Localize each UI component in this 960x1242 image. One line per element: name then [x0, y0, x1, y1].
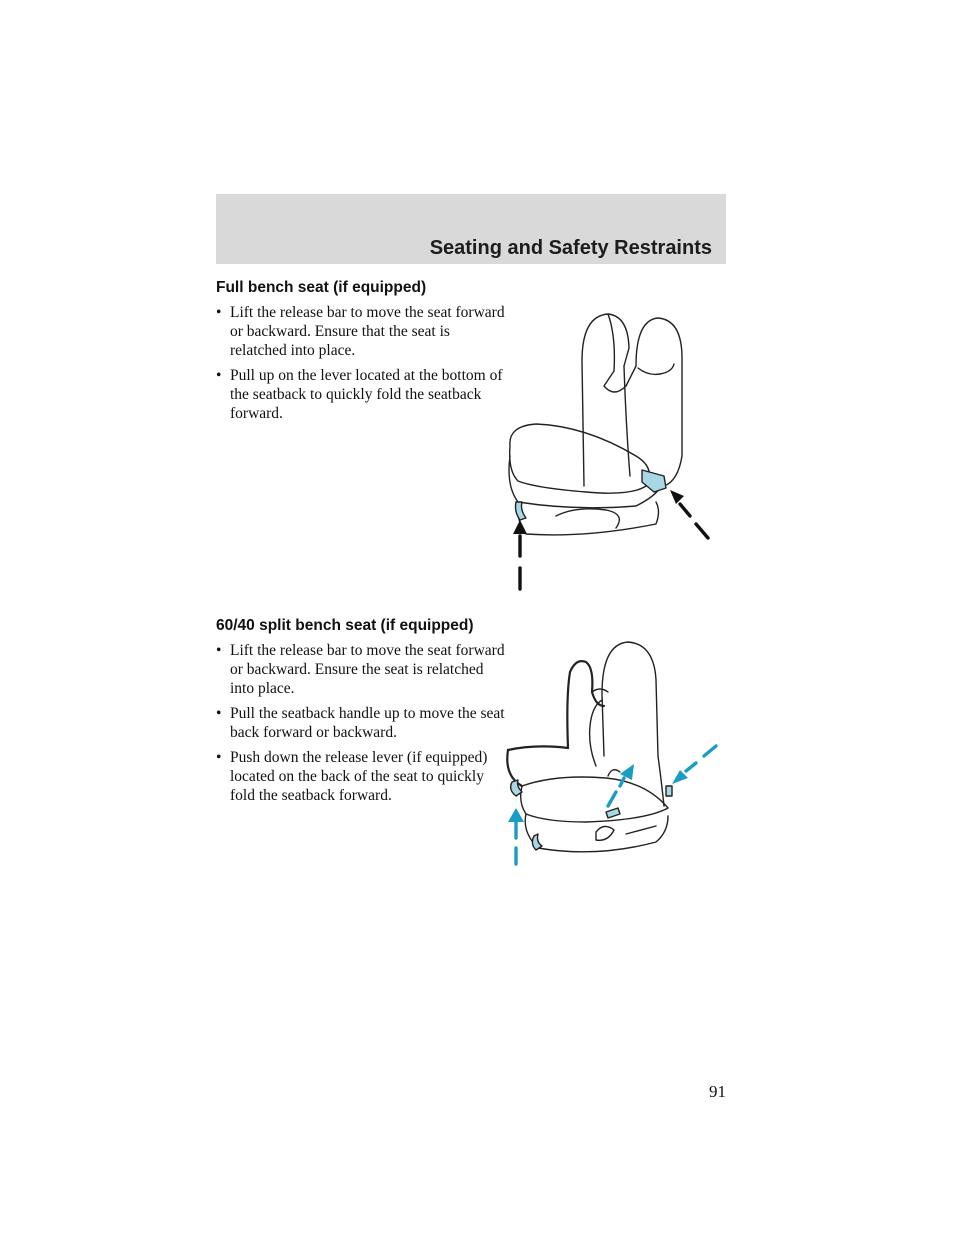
bullet-icon: •: [216, 642, 222, 659]
list-item: [216, 641, 506, 698]
release-lever-icon: [666, 786, 672, 796]
full-bench-seat-illustration: [496, 306, 716, 596]
list-item: [216, 303, 506, 360]
seat-base: [518, 502, 659, 535]
bullet-icon: •: [216, 749, 222, 766]
left-headrest-seam: [592, 689, 608, 692]
full-bench-section: [216, 279, 506, 429]
split-bench-heading: 60/40 split bench seat (if equipped): [216, 617, 474, 634]
split-bench-bullets: [216, 641, 506, 805]
bullet-icon: •: [216, 304, 222, 321]
right-seatback: [602, 642, 664, 806]
belt-buckle: [608, 770, 620, 776]
bullet-text: Pull the seatback handle up to move the seat back forward or backward.: [230, 705, 505, 741]
bullet-text: Pull up on the lever located at the bottom of the seatback to quickly fold the seatback forward.: [230, 367, 503, 422]
seatback-side: [590, 700, 602, 766]
release-lever-arrow-icon: [672, 746, 716, 784]
cushion-front: [509, 456, 661, 508]
seatback-outline: [582, 314, 629, 486]
full-bench-bullets: [216, 303, 506, 423]
left-handle-icon: [511, 780, 522, 796]
seatback-fold: [604, 314, 636, 392]
left-seatback: [567, 661, 604, 748]
base-line: [626, 826, 656, 834]
bullet-icon: •: [216, 705, 222, 722]
section-title: Seating and Safety Restraints: [429, 237, 712, 259]
split-bench-seat-illustration: [496, 636, 720, 868]
release-bar-icon: [532, 834, 542, 850]
bullet-icon: •: [216, 367, 222, 384]
full-bench-heading: Full bench seat (if equipped): [216, 279, 427, 296]
list-item: [216, 366, 506, 423]
release-bar-arrow-icon: [513, 520, 527, 589]
release-bar-arrow-icon: [508, 808, 524, 864]
adjuster-knob-icon: [596, 826, 614, 840]
base-detail: [556, 509, 619, 528]
page-number: 91: [709, 1082, 726, 1101]
bullet-text: Push down the release lever (if equipped) located on the back of the seat to quickly fold the seatback forward.: [230, 749, 488, 804]
list-item: [216, 748, 506, 805]
split-bench-section: [216, 617, 506, 811]
release-bar-icon: [516, 502, 527, 520]
seatback-seam: [638, 364, 674, 374]
seatback-lever-arrow-icon: [670, 490, 708, 538]
left-cushion-top: [508, 746, 568, 750]
list-item: [216, 704, 506, 742]
seatback-handle-icon: [606, 808, 620, 818]
bullet-text: Lift the release bar to move the seat forward or backward. Ensure that the seat is relatched into place.: [230, 304, 505, 359]
seatback-lever-icon: [642, 470, 666, 492]
bullet-text: Lift the release bar to move the seat forward or backward. Ensure the seat is relatched into place.: [230, 642, 505, 697]
seat-cushion: [521, 777, 668, 822]
header-band: [216, 194, 726, 264]
